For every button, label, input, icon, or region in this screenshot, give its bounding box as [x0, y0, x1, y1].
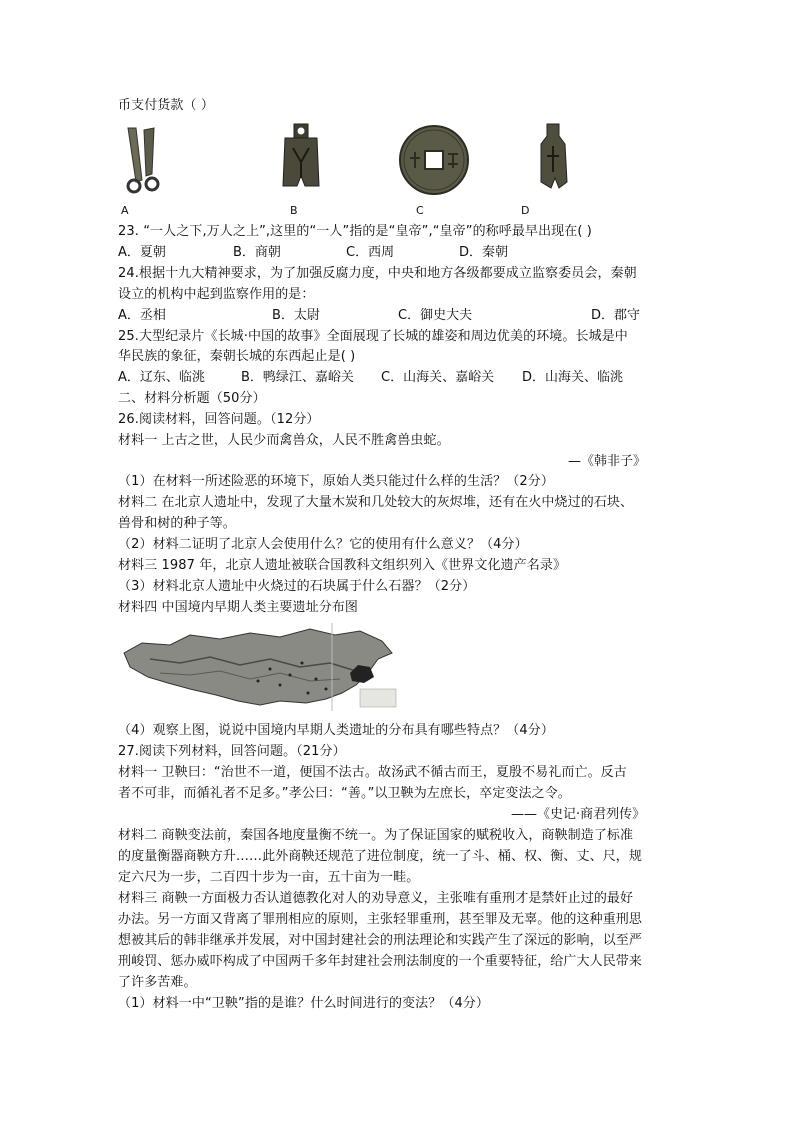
question-27-1: （1）材料一中“卫鞅”指的是谁？什么时间进行的变法？（4分） — [118, 996, 490, 1011]
knife-coin-image — [122, 124, 170, 196]
question-26-3: （3）材料北京人遗址中火烧过的石块属于什么石器？（2分） — [118, 579, 476, 594]
question-26: 26.阅读材料，回答问题。（12分） — [118, 412, 320, 427]
q27-material-3-line3: 想被其后的韩非继承并发展，对中国封建社会的刑法理论和实践产生了深远的影响，以至严 — [118, 933, 643, 948]
q25-option-c: C．山海关、嘉峪关 — [381, 370, 495, 385]
question-22-tail: 币支付货款（ ） — [118, 98, 214, 113]
q27-material-3-line2: 办法。另一方面又背离了罪刑相应的原则，主张轻罪重刑，甚至罪及无辜。他的这种重刑思 — [118, 912, 643, 927]
q23-option-b: B．商朝 — [233, 245, 281, 260]
material-4: 材料四 中国境内早期人类主要遗址分布图 — [118, 600, 359, 615]
q27-material-1-line2: 者不可非，而循礼者不足多。”孝公曰：“善。”以卫鞅为左庶长，卒定变法之令。 — [118, 786, 571, 801]
early-human-sites-map — [120, 623, 405, 711]
material-2-line1: 材料二 在北京人遗址中，发现了大量木炭和几处较大的灰烬堆，还有在火中烧过的石块、 — [118, 495, 634, 510]
q27-material-1-line1: 材料一 卫鞅曰：“治世不一道，便国不法古。故汤武不循古而王，夏殷不易礼而亡。反古 — [118, 765, 627, 780]
question-26-1: （1）在材料一所述险恶的环境下，原始人类只能过什么样的生活？（2分） — [118, 474, 554, 489]
q27-material-2-line1: 材料二 商鞅变法前，秦国各地度量衡不统一。为了保证国家的赋税收入，商鞅制造了标准 — [118, 828, 634, 843]
question-24-line2: 设立的机构中起到监察作用的是： — [118, 287, 315, 302]
q27-material-2-line3: 定六尺为一步，二百四十步为一亩，五十亩为一畦。 — [118, 870, 420, 885]
q27-material-3-line4: 刑峻罚、惩办威吓构成了中国两千多年封建社会刑法制度的一个重要特征，给广大人民带来 — [118, 954, 643, 969]
material-3: 材料三 1987 年，北京人遗址被联合国教科文组织列入《世界文化遗产名录》 — [118, 558, 567, 573]
question-27: 27.阅读下列材料，回答问题。（21分） — [118, 744, 346, 759]
question-23: 23. “一人之下,万人之上”,这里的“一人”指的是“皇帝”,“皇帝”的称呼最早出现在( ) — [118, 224, 592, 239]
section-2-heading: 二、材料分析题（50分） — [118, 391, 266, 406]
q23-option-c: C．西周 — [346, 245, 395, 260]
coin-label-c: C — [416, 204, 424, 217]
q25-option-b: B．鸭绿江、嘉峪关 — [241, 370, 354, 385]
question-24-line1: 24.根据十九大精神要求，为了加强反腐力度，中央和地方各级都要成立监察委员会，秦朝 — [118, 266, 637, 281]
q23-option-a: A．夏朝 — [118, 245, 166, 260]
question-26-2: （2）材料二证明了北京人会使用什么？它的使用有什么意义？（4分） — [118, 537, 528, 552]
spade-coin-image — [277, 122, 325, 192]
coin-label-d: D — [521, 204, 530, 217]
q27-material-1-source: ——《史记·商君列传》 — [511, 807, 646, 822]
q27-material-3-line1: 材料三 商鞅一方面极力否认道德教化对人的劝导意义，主张唯有重刑才是禁奸止过的最好 — [118, 891, 634, 906]
question-26-4: （4）观察上图，说说中国境内早期人类遗址的分布具有哪些特点？（4分） — [118, 723, 554, 738]
q24-option-a: A．丞相 — [118, 308, 166, 323]
material-1: 材料一 上古之世，人民少而禽兽众，人民不胜禽兽虫蛇。 — [118, 433, 450, 448]
round-coin-image — [398, 124, 470, 196]
question-25-line2: 华民族的象征，秦朝长城的东西起止是( ) — [118, 349, 356, 364]
pointed-spade-coin-image — [533, 122, 573, 194]
q24-option-c: C．御史大夫 — [398, 308, 473, 323]
q24-option-b: B．太尉 — [272, 308, 320, 323]
q25-option-a: A．辽东、临洮 — [118, 370, 205, 385]
q27-material-2-line2: 的度量衡器商鞅方升……此外商鞅还规范了进位制度，统一了斗、桶、权、衡、丈、尺，规 — [118, 849, 643, 864]
q23-option-d: D．秦朝 — [459, 245, 509, 260]
material-1-source: —《韩非子》 — [568, 454, 647, 469]
coin-label-b: B — [290, 204, 298, 217]
question-25-line1: 25.大型纪录片《长城·中国的故事》全面展现了长城的雄姿和周边优美的环境。长城是中 — [118, 329, 628, 344]
q24-option-d: D．郡守 — [591, 308, 641, 323]
coin-label-a: A — [121, 204, 129, 217]
q25-option-d: D．山海关、临洮 — [522, 370, 624, 385]
q27-material-3-line5: 了许多苦难。 — [118, 975, 197, 990]
material-2-line2: 兽骨和树的种子等。 — [118, 516, 236, 531]
